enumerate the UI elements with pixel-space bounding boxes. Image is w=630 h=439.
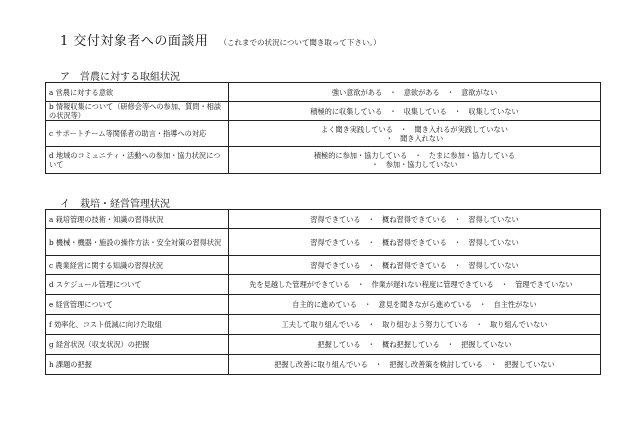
row-item-label: a 営農に対する意欲 [46, 83, 229, 102]
section-b-table [45, 209, 601, 375]
table-row [46, 210, 601, 229]
table-row [46, 295, 601, 315]
row-options: よく聞き実践している ・ 聞き入れるが実践していない ・ 聞き入れない [229, 121, 601, 147]
row-options: 工夫して取り組んでいる ・ 取り組むよう努力している ・ 取り組んでいない [229, 315, 601, 335]
table-row [46, 229, 601, 256]
row-item-label: b 機械・機器・施設の操作方法・安全対策の習得状況 [46, 229, 229, 256]
table-row [46, 275, 601, 295]
row-item-label: g 経営状況（収支状況）の把握 [46, 335, 229, 355]
table-row [46, 355, 601, 375]
table-row [46, 256, 601, 275]
title-main: 1 交付対象者への面談用 [60, 34, 209, 49]
row-options: 先を見越した管理ができている ・ 作業が遅れない程度に管理できている ・ 管理できていない [229, 275, 601, 295]
row-options: 強い意欲がある ・ 意欲がある ・ 意欲がない [229, 83, 601, 102]
row-item-label: d 地域のコミュニティ・活動への参加・協力状況について [46, 147, 229, 174]
table-row [46, 335, 601, 355]
table-row [46, 315, 601, 335]
row-options: 習得できている ・ 概ね習得できている ・ 習得していない [229, 229, 601, 256]
row-item-label: c サポートチーム等関係者の助言・指導への対応 [46, 121, 229, 147]
section-b-heading: イ 栽培・経営管理状況 [60, 199, 170, 210]
title-note: （これまでの状況について聞き取って下さい。） [219, 38, 381, 47]
table-row [46, 102, 601, 121]
row-item-label: b 情報収集について（研修会等への参加、質問・相談の状況等） [46, 102, 229, 121]
row-options: 把握している ・ 概ね把握している ・ 把握していない [229, 335, 601, 355]
page-title [60, 30, 381, 49]
row-item-label: f 効率化、コスト低減に向けた取組 [46, 315, 229, 335]
row-options: 自主的に進めている ・ 意見を聞きながら進めている ・ 自主性がない [229, 295, 601, 315]
row-options: 把握し改善に取り組んでいる ・ 把握し改善策を検討している ・ 把握していない [229, 355, 601, 375]
row-item-label: c 農業経営に関する知識の習得状況 [46, 256, 229, 275]
row-item-label: a 栽培管理の技術・知識の習得状況 [46, 210, 229, 229]
table-row [46, 83, 601, 102]
section-a-heading: ア 営農に対する取組状況 [60, 72, 180, 83]
row-options: 習得できている ・ 概ね習得できている ・ 習得していない [229, 256, 601, 275]
row-options: 積極的に参加・協力している ・ たまに参加・協力している ・ 参加・協力していない [229, 147, 601, 174]
table-row [46, 121, 601, 147]
row-item-label: h 課題の把握 [46, 355, 229, 375]
section-a-table [45, 82, 601, 174]
row-options: 習得できている ・ 概ね習得できている ・ 習得していない [229, 210, 601, 229]
row-item-label: e 経営管理について [46, 295, 229, 315]
row-options: 積極的に収集している ・ 収集している ・ 収集していない [229, 102, 601, 121]
row-item-label: d スケジュール管理について [46, 275, 229, 295]
table-row [46, 147, 601, 174]
